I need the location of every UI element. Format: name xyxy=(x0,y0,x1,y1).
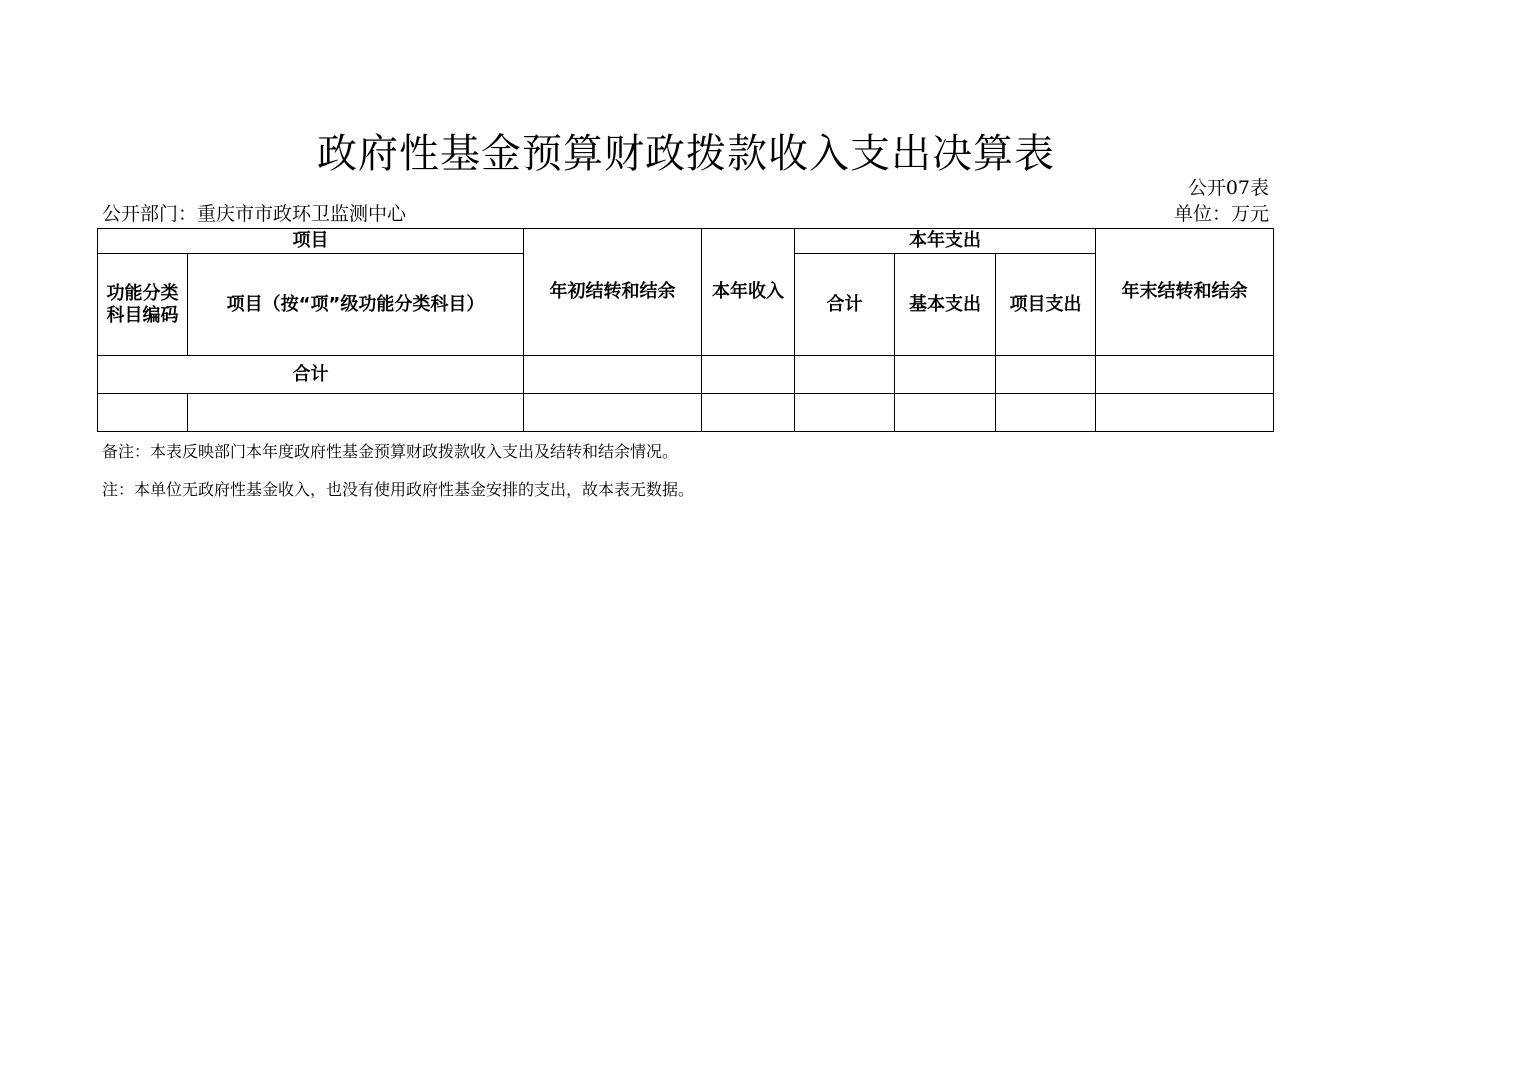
total-label: 合计 xyxy=(98,356,524,394)
total-project-expense xyxy=(996,356,1096,394)
unit-label: 单位：万元 xyxy=(1173,203,1269,225)
row-current-income xyxy=(702,394,795,432)
row-item-name xyxy=(188,394,524,432)
header-current-expense-group: 本年支出 xyxy=(795,229,1096,254)
row-project-expense xyxy=(996,394,1096,432)
row-beginning-balance xyxy=(524,394,702,432)
header-basic-expense: 基本支出 xyxy=(895,254,996,356)
header-current-income: 本年收入 xyxy=(702,229,795,356)
header-item-group: 项目 xyxy=(98,229,524,254)
header-project-expense: 项目支出 xyxy=(996,254,1096,356)
header-func-code: 功能分类科目编码 xyxy=(98,254,188,356)
table-number: 公开07表 xyxy=(1187,177,1269,199)
no-data-note: 注：本单位无政府性基金收入，也没有使用政府性基金安排的支出，故本表无数据。 xyxy=(102,480,695,499)
row-func-code xyxy=(98,394,188,432)
row-ending-balance xyxy=(1096,394,1274,432)
total-expense-total xyxy=(795,356,895,394)
total-ending-balance xyxy=(1096,356,1274,394)
total-row xyxy=(98,356,1274,394)
budget-table xyxy=(97,228,1274,432)
remark-note: 备注：本表反映部门本年度政府性基金预算财政拨款收入支出及结转和结余情况。 xyxy=(102,442,679,461)
total-beginning-balance xyxy=(524,356,702,394)
header-beginning-balance: 年初结转和结余 xyxy=(524,229,702,356)
row-expense-total xyxy=(795,394,895,432)
header-expense-total: 合计 xyxy=(795,254,895,356)
header-item-name: 项目（按“项”级功能分类科目） xyxy=(188,254,524,356)
table-row xyxy=(98,394,1274,432)
header-ending-balance: 年末结转和结余 xyxy=(1096,229,1274,356)
department-label: 公开部门：重庆市市政环卫监测中心 xyxy=(102,203,407,225)
page-title: 政府性基金预算财政拨款收入支出决算表 xyxy=(317,131,1055,177)
total-current-income xyxy=(702,356,795,394)
row-basic-expense xyxy=(895,394,996,432)
total-basic-expense xyxy=(895,356,996,394)
header-row-1 xyxy=(98,229,1274,254)
